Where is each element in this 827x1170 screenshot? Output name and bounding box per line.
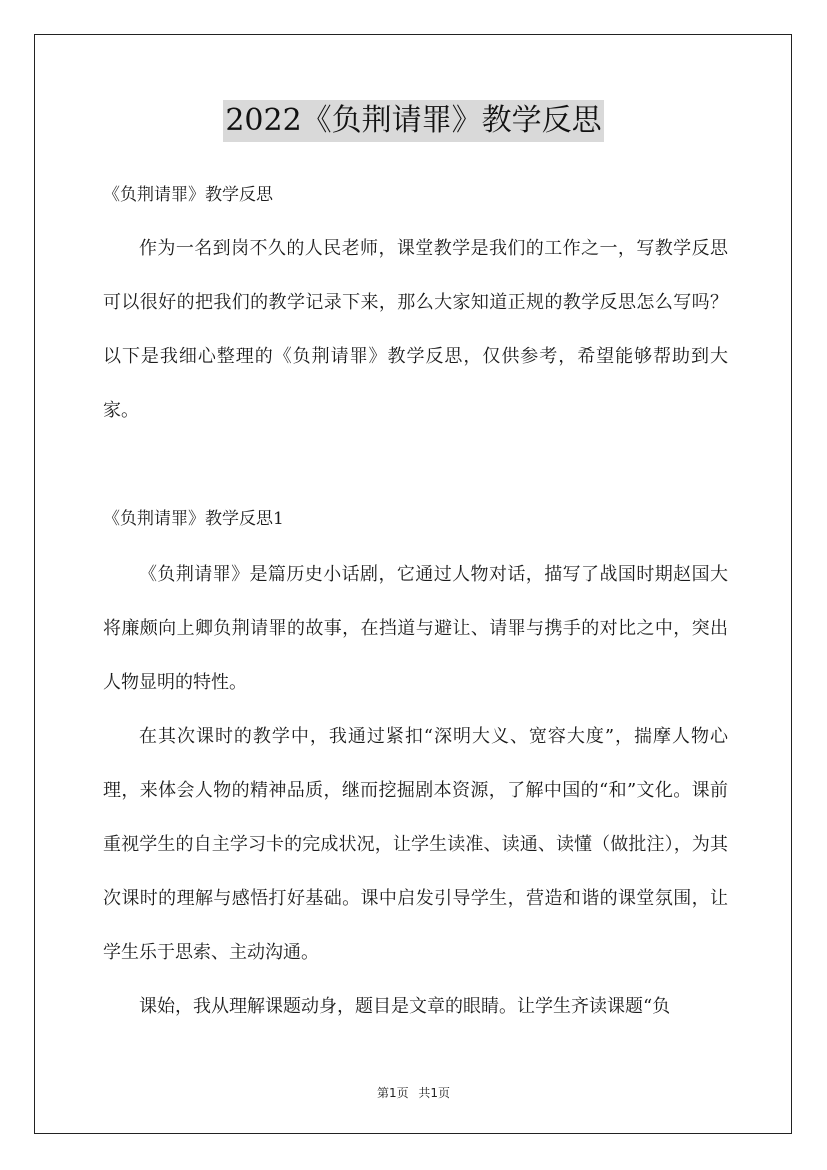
intro-paragraph: 作为一名到岗不久的人民老师，课堂教学是我们的工作之一，写教学反思可以很好的把我们的教学记录下来，那么大家知道正规的教学反思怎么写吗？以下是我细心整理的《负荆请罪》教学反思，仅供参考，希望能够帮助到大家。 bbox=[103, 238, 728, 421]
section-heading: 《负荆请罪》教学反思1 bbox=[103, 509, 284, 529]
body-paragraph: 在其次课时的教学中，我通过紧扣“深明大义、宽容大度”，揣摩人物心理，来体会人物的精神品质，继而挖掘剧本资源，了解中国的“和”文化。课前重视学生的自主学习卡的完成状况，让学生读准、读通、读懂（做批注），为其次课时的理解与感悟打好基础。课中启发引导学生，营造和谐的课堂氛围，让学生乐于思索、主动沟通。 bbox=[103, 726, 728, 963]
body-paragraph: 课始，我从理解课题动身，题目是文章的眼睛。让学生齐读课题“负 bbox=[139, 996, 671, 1017]
page-total: 共1页 bbox=[418, 1086, 451, 1100]
subtitle-heading: 《负荆请罪》教学反思 bbox=[103, 185, 273, 205]
body-paragraph: 《负荆请罪》是篇历史小话剧，它通过人物对话，描写了战国时期赵国大将廉颇向上卿负荆请罪的故事，在挡道与避让、请罪与携手的对比之中，突出人物显明的特性。 bbox=[103, 564, 728, 693]
document-body bbox=[103, 170, 728, 1034]
title-area bbox=[0, 100, 827, 142]
page-footer bbox=[0, 1084, 827, 1101]
page-number: 第1页 bbox=[376, 1086, 409, 1100]
document-title: 2022《负荆请罪》教学反思 bbox=[223, 100, 603, 142]
